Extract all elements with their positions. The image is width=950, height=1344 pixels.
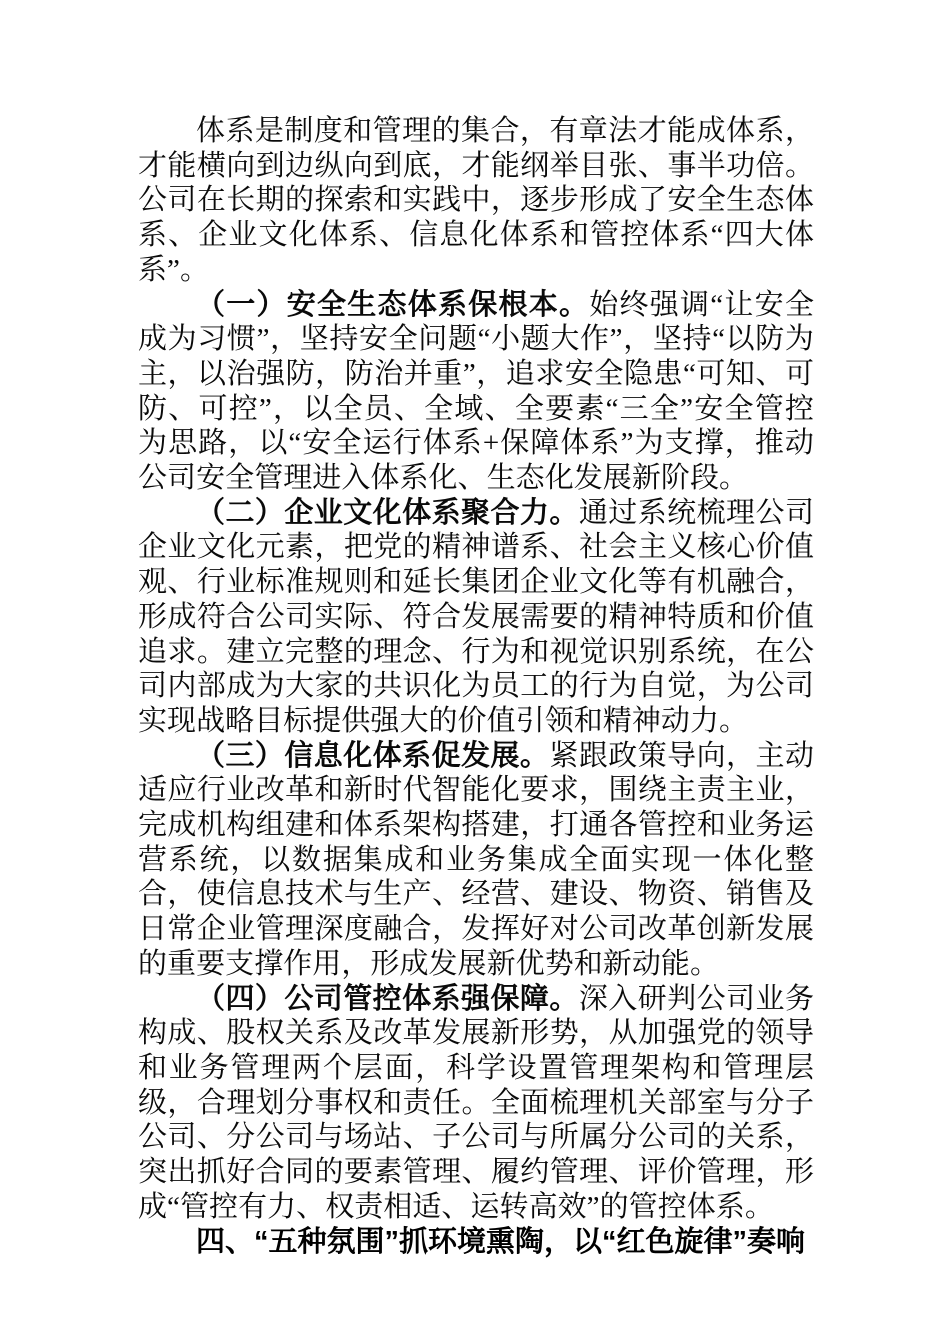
section-4-body: 深入研判公司业务构成、股权关系及改革发展新形势，从加强党的领导和业务管理两个层面，科学设置管理架构和管理层级，合理划分事权和责任。全面梳理机关部室与分子公司、分公司与场站、子公司与所属分公司的关系，突出抓好合同的要素管理、履约管理、评价管理，形成“管控有力、权责相适、运转高效”的管控体系。 (138, 982, 814, 1223)
section-paragraph-2 (138, 496, 814, 739)
section-3-body: 紧跟政策导向，主动适应行业改革和新时代智能化要求，围绕主责主业，完成机构组建和体系架构搭建，打通各管控和业务运营系统，以数据集成和业务集成全面实现一体化整合，使信息技术与生产、经营、建设、物资、销售及日常企业管理深度融合，发挥好对公司改革创新发展的重要支撑作用，形成发展新优势和新动能。 (138, 739, 815, 980)
section-paragraph-1 (138, 288, 814, 496)
section-1-body: 始终强调“让安全成为习惯”，坚持安全问题“小题大作”，坚持“以防为主，以治强防，防治并重”，追求安全隐患“可知、可防、可控”，以全员、全域、全要素“三全”安全管控为思路，以“安全运行体系+保障体系”为支撑，推动公司安全管理进入体系化、生态化发展新阶段。 (138, 288, 814, 495)
section-2-body: 通过系统梳理公司企业文化元素，把党的精神谱系、社会主义核心价值观、行业标准规则和延长集团企业文化等有机融合，形成符合公司实际、符合发展需要的精神特质和价值追求。建立完整的理念、行为和视觉识别系统，在公司内部成为大家的共识化为员工的行为自觉，为公司实现战略目标提供强大的价值引领和精神动力。 (138, 496, 814, 737)
document-content (138, 114, 814, 1259)
section-1-lead: （一）安全生态体系保根本。 (196, 288, 590, 321)
intro-paragraph: 体系是制度和管理的集合，有章法才能成体系，才能横向到边纵向到底，才能纲举目张、事半功倍。公司在长期的探索和实践中，逐步形成了安全生态体系、企业文化体系、信息化体系和管控体系“四大体系”。 (138, 115, 814, 286)
section-2-lead: （二）企业文化体系聚合力。 (196, 496, 579, 529)
section-4-lead: （四）公司管控体系强保障。 (196, 982, 579, 1015)
section-paragraph-3 (138, 739, 814, 982)
next-section-heading: 四、“五种氛围”抓环境熏陶，以“红色旋律”奏响 (196, 1225, 806, 1258)
section-3-lead: （三）信息化体系促发展。 (196, 739, 550, 772)
section-paragraph-4 (138, 982, 814, 1225)
